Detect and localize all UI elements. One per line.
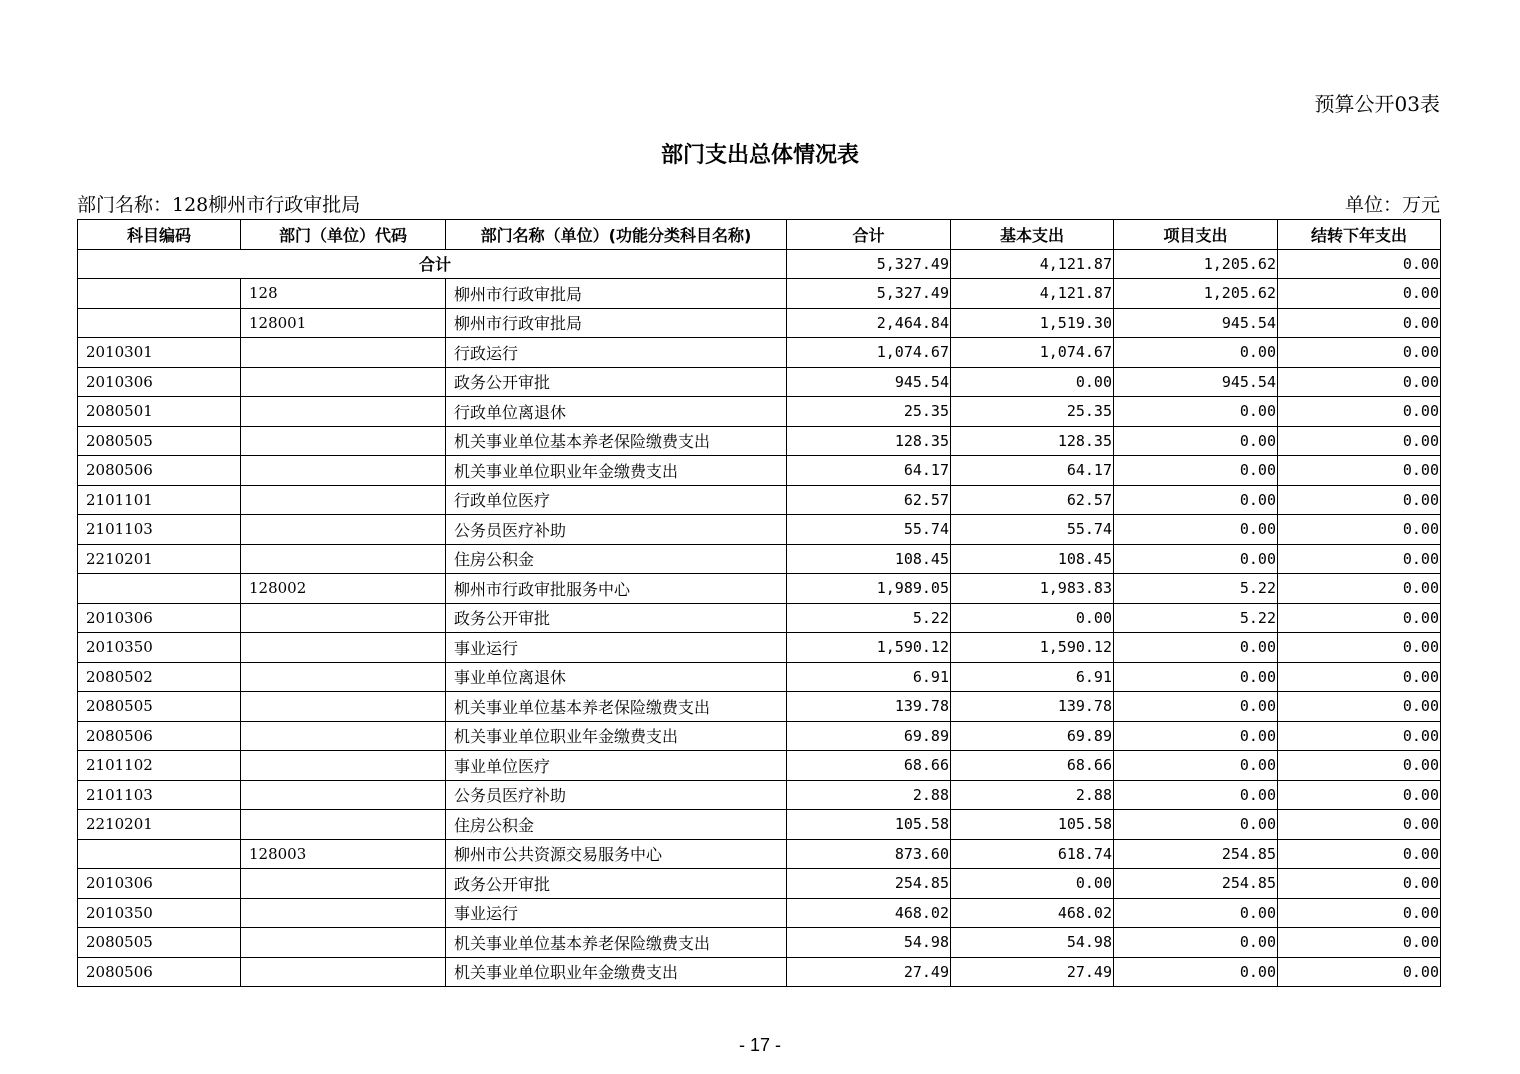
- dept-name-cell: 公务员医疗补助: [446, 780, 787, 810]
- dept-code-cell: [241, 456, 446, 486]
- total-cell: 55.74: [787, 515, 951, 545]
- project-cell: 5.22: [1114, 603, 1278, 633]
- table-row: [78, 633, 1441, 663]
- subject-code-cell: [78, 308, 241, 338]
- project-cell: 0.00: [1114, 751, 1278, 781]
- total-cell: 64.17: [787, 456, 951, 486]
- column-header-subject-code: 科目编码: [78, 220, 241, 250]
- dept-name-cell: 柳州市行政审批局: [446, 308, 787, 338]
- subject-code-cell: 2010350: [78, 898, 241, 928]
- dept-name-cell: 机关事业单位职业年金缴费支出: [446, 957, 787, 987]
- table-row: [78, 957, 1441, 987]
- project-cell: 0.00: [1114, 426, 1278, 456]
- carry-cell: 0.00: [1278, 869, 1441, 899]
- carry-cell: 0.00: [1278, 692, 1441, 722]
- dept-code-cell: [241, 928, 446, 958]
- department-name: 部门名称：128柳州市行政审批局: [77, 194, 361, 216]
- dept-name-cell: 政务公开审批: [446, 869, 787, 899]
- table-row: [78, 426, 1441, 456]
- project-cell: 945.54: [1114, 308, 1278, 338]
- project-cell: 0.00: [1114, 928, 1278, 958]
- basic-cell: 62.57: [951, 485, 1114, 515]
- subject-code-cell: 2210201: [78, 810, 241, 840]
- basic-cell: 0.00: [951, 367, 1114, 397]
- table-row: [78, 780, 1441, 810]
- table-row: [78, 456, 1441, 486]
- total-cell: 105.58: [787, 810, 951, 840]
- table-row: [78, 279, 1441, 309]
- subject-code-cell: 2010306: [78, 603, 241, 633]
- carry-cell: 0.00: [1278, 397, 1441, 427]
- subject-code-cell: [78, 574, 241, 604]
- subject-code-cell: 2101103: [78, 780, 241, 810]
- unit-label: 单位：万元: [1344, 194, 1440, 216]
- total-cell: 108.45: [787, 544, 951, 574]
- carry-cell: 0.00: [1278, 249, 1441, 279]
- dept-name-cell: 公务员医疗补助: [446, 515, 787, 545]
- column-header-dept-name: 部门名称（单位）(功能分类科目名称): [446, 220, 787, 250]
- dept-code-cell: [241, 810, 446, 840]
- project-cell: 0.00: [1114, 810, 1278, 840]
- project-cell: 254.85: [1114, 839, 1278, 869]
- total-cell: 2.88: [787, 780, 951, 810]
- carry-cell: 0.00: [1278, 839, 1441, 869]
- subject-code-cell: 2080505: [78, 692, 241, 722]
- project-cell: 0.00: [1114, 780, 1278, 810]
- dept-code-cell: [241, 721, 446, 751]
- basic-cell: 4,121.87: [951, 249, 1114, 279]
- subject-code-cell: 2010306: [78, 869, 241, 899]
- basic-cell: 54.98: [951, 928, 1114, 958]
- table-row: [78, 603, 1441, 633]
- dept-code-cell: [241, 515, 446, 545]
- dept-code-cell: [241, 397, 446, 427]
- total-cell: 62.57: [787, 485, 951, 515]
- carry-cell: 0.00: [1278, 426, 1441, 456]
- dept-code-cell: [241, 544, 446, 574]
- subject-code-cell: 2080506: [78, 721, 241, 751]
- total-cell: 5,327.49: [787, 279, 951, 309]
- total-cell: 27.49: [787, 957, 951, 987]
- total-cell: 68.66: [787, 751, 951, 781]
- subject-code-cell: 2101103: [78, 515, 241, 545]
- table-header-row: [78, 220, 1441, 250]
- project-cell: 0.00: [1114, 692, 1278, 722]
- project-cell: 0.00: [1114, 485, 1278, 515]
- dept-name-cell: 政务公开审批: [446, 367, 787, 397]
- total-row: [78, 249, 1441, 279]
- dept-name-cell: 住房公积金: [446, 544, 787, 574]
- carry-cell: 0.00: [1278, 928, 1441, 958]
- column-header-basic: 基本支出: [951, 220, 1114, 250]
- total-cell: 1,074.67: [787, 338, 951, 368]
- carry-cell: 0.00: [1278, 338, 1441, 368]
- column-header-project: 项目支出: [1114, 220, 1278, 250]
- carry-cell: 0.00: [1278, 308, 1441, 338]
- dept-name-cell: 柳州市行政审批服务中心: [446, 574, 787, 604]
- table-row: [78, 662, 1441, 692]
- dept-code-cell: [241, 751, 446, 781]
- total-cell: 1,989.05: [787, 574, 951, 604]
- dept-name-cell: 住房公积金: [446, 810, 787, 840]
- dept-name-cell: 事业运行: [446, 633, 787, 663]
- carry-cell: 0.00: [1278, 485, 1441, 515]
- dept-name-cell: 机关事业单位基本养老保险缴费支出: [446, 426, 787, 456]
- carry-cell: 0.00: [1278, 810, 1441, 840]
- dept-name-cell: 事业运行: [446, 898, 787, 928]
- table-row: [78, 544, 1441, 574]
- project-cell: 254.85: [1114, 869, 1278, 899]
- project-cell: 1,205.62: [1114, 249, 1278, 279]
- carry-cell: 0.00: [1278, 780, 1441, 810]
- table-row: [78, 869, 1441, 899]
- carry-cell: 0.00: [1278, 898, 1441, 928]
- project-cell: 945.54: [1114, 367, 1278, 397]
- dept-name-cell: 事业单位离退休: [446, 662, 787, 692]
- basic-cell: 1,983.83: [951, 574, 1114, 604]
- project-cell: 0.00: [1114, 544, 1278, 574]
- dept-code-cell: 128: [241, 279, 446, 309]
- basic-cell: 139.78: [951, 692, 1114, 722]
- subject-code-cell: 2101102: [78, 751, 241, 781]
- column-header-carry: 结转下年支出: [1278, 220, 1441, 250]
- form-code: 预算公开03表: [1314, 92, 1440, 116]
- dept-name-cell: 机关事业单位基本养老保险缴费支出: [446, 928, 787, 958]
- total-cell: 139.78: [787, 692, 951, 722]
- project-cell: 0.00: [1114, 397, 1278, 427]
- basic-cell: 468.02: [951, 898, 1114, 928]
- project-cell: 0.00: [1114, 898, 1278, 928]
- subject-code-cell: 2080506: [78, 456, 241, 486]
- basic-cell: 128.35: [951, 426, 1114, 456]
- basic-cell: 68.66: [951, 751, 1114, 781]
- page-title: 部门支出总体情况表: [660, 143, 859, 168]
- basic-cell: 1,590.12: [951, 633, 1114, 663]
- table-row: [78, 721, 1441, 751]
- carry-cell: 0.00: [1278, 279, 1441, 309]
- dept-code-cell: [241, 662, 446, 692]
- dept-name-cell: 柳州市行政审批局: [446, 279, 787, 309]
- subject-code-cell: 2080505: [78, 426, 241, 456]
- dept-code-cell: [241, 603, 446, 633]
- total-cell: 69.89: [787, 721, 951, 751]
- dept-code-cell: [241, 633, 446, 663]
- table-row: [78, 692, 1441, 722]
- subject-code-cell: 2010301: [78, 338, 241, 368]
- carry-cell: 0.00: [1278, 456, 1441, 486]
- total-cell: 873.60: [787, 839, 951, 869]
- carry-cell: 0.00: [1278, 515, 1441, 545]
- total-cell: 54.98: [787, 928, 951, 958]
- basic-cell: 4,121.87: [951, 279, 1114, 309]
- dept-code-cell: [241, 426, 446, 456]
- basic-cell: 6.91: [951, 662, 1114, 692]
- dept-code-cell: [241, 367, 446, 397]
- subject-code-cell: [78, 279, 241, 309]
- dept-code-cell: 128003: [241, 839, 446, 869]
- subject-code-cell: 2080502: [78, 662, 241, 692]
- total-cell: 468.02: [787, 898, 951, 928]
- table-row: [78, 839, 1441, 869]
- basic-cell: 0.00: [951, 603, 1114, 633]
- basic-cell: 618.74: [951, 839, 1114, 869]
- project-cell: 5.22: [1114, 574, 1278, 604]
- dept-name-cell: 行政单位医疗: [446, 485, 787, 515]
- carry-cell: 0.00: [1278, 633, 1441, 663]
- carry-cell: 0.00: [1278, 721, 1441, 751]
- table-row: [78, 338, 1441, 368]
- total-cell: 25.35: [787, 397, 951, 427]
- project-cell: 0.00: [1114, 721, 1278, 751]
- subject-code-cell: 2210201: [78, 544, 241, 574]
- project-cell: 0.00: [1114, 957, 1278, 987]
- total-cell: 6.91: [787, 662, 951, 692]
- dept-name-cell: 行政运行: [446, 338, 787, 368]
- dept-code-cell: 128002: [241, 574, 446, 604]
- subject-code-cell: 2080506: [78, 957, 241, 987]
- dept-code-cell: [241, 338, 446, 368]
- dept-name-cell: 机关事业单位职业年金缴费支出: [446, 456, 787, 486]
- table-row: [78, 397, 1441, 427]
- table-row: [78, 308, 1441, 338]
- basic-cell: 0.00: [951, 869, 1114, 899]
- total-cell: 5,327.49: [787, 249, 951, 279]
- carry-cell: 0.00: [1278, 574, 1441, 604]
- dept-code-cell: [241, 898, 446, 928]
- carry-cell: 0.00: [1278, 367, 1441, 397]
- project-cell: 0.00: [1114, 338, 1278, 368]
- basic-cell: 55.74: [951, 515, 1114, 545]
- subject-code-cell: [78, 839, 241, 869]
- carry-cell: 0.00: [1278, 662, 1441, 692]
- dept-name-cell: 机关事业单位职业年金缴费支出: [446, 721, 787, 751]
- subject-code-cell: 2080505: [78, 928, 241, 958]
- table-row: [78, 751, 1441, 781]
- total-label: 合计: [78, 249, 787, 279]
- dept-name-cell: 行政单位离退休: [446, 397, 787, 427]
- subject-code-cell: 2080501: [78, 397, 241, 427]
- project-cell: 0.00: [1114, 662, 1278, 692]
- subject-code-cell: 2101101: [78, 485, 241, 515]
- project-cell: 0.00: [1114, 515, 1278, 545]
- table-row: [78, 485, 1441, 515]
- dept-name-cell: 柳州市公共资源交易服务中心: [446, 839, 787, 869]
- dept-code-cell: 128001: [241, 308, 446, 338]
- total-cell: 128.35: [787, 426, 951, 456]
- dept-code-cell: [241, 485, 446, 515]
- basic-cell: 108.45: [951, 544, 1114, 574]
- table-row: [78, 810, 1441, 840]
- total-cell: 254.85: [787, 869, 951, 899]
- basic-cell: 1,519.30: [951, 308, 1114, 338]
- total-cell: 1,590.12: [787, 633, 951, 663]
- column-header-dept-code: 部门（单位）代码: [241, 220, 446, 250]
- dept-code-cell: [241, 869, 446, 899]
- subject-code-cell: 2010306: [78, 367, 241, 397]
- carry-cell: 0.00: [1278, 603, 1441, 633]
- table-row: [78, 574, 1441, 604]
- dept-name-cell: 政务公开审批: [446, 603, 787, 633]
- total-cell: 2,464.84: [787, 308, 951, 338]
- table-row: [78, 367, 1441, 397]
- basic-cell: 27.49: [951, 957, 1114, 987]
- basic-cell: 1,074.67: [951, 338, 1114, 368]
- table-row: [78, 898, 1441, 928]
- dept-code-cell: [241, 692, 446, 722]
- basic-cell: 64.17: [951, 456, 1114, 486]
- project-cell: 0.00: [1114, 456, 1278, 486]
- subject-code-cell: 2010350: [78, 633, 241, 663]
- dept-code-cell: [241, 957, 446, 987]
- dept-name-cell: 机关事业单位基本养老保险缴费支出: [446, 692, 787, 722]
- dept-code-cell: [241, 780, 446, 810]
- total-cell: 945.54: [787, 367, 951, 397]
- table-row: [78, 515, 1441, 545]
- column-header-total: 合计: [787, 220, 951, 250]
- table-row: [78, 928, 1441, 958]
- expenditure-table: [77, 219, 1441, 987]
- total-cell: 5.22: [787, 603, 951, 633]
- carry-cell: 0.00: [1278, 751, 1441, 781]
- carry-cell: 0.00: [1278, 957, 1441, 987]
- basic-cell: 69.89: [951, 721, 1114, 751]
- project-cell: 0.00: [1114, 633, 1278, 663]
- basic-cell: 2.88: [951, 780, 1114, 810]
- basic-cell: 105.58: [951, 810, 1114, 840]
- project-cell: 1,205.62: [1114, 279, 1278, 309]
- page-number: - 17 -: [738, 1035, 781, 1055]
- dept-name-cell: 事业单位医疗: [446, 751, 787, 781]
- carry-cell: 0.00: [1278, 544, 1441, 574]
- basic-cell: 25.35: [951, 397, 1114, 427]
